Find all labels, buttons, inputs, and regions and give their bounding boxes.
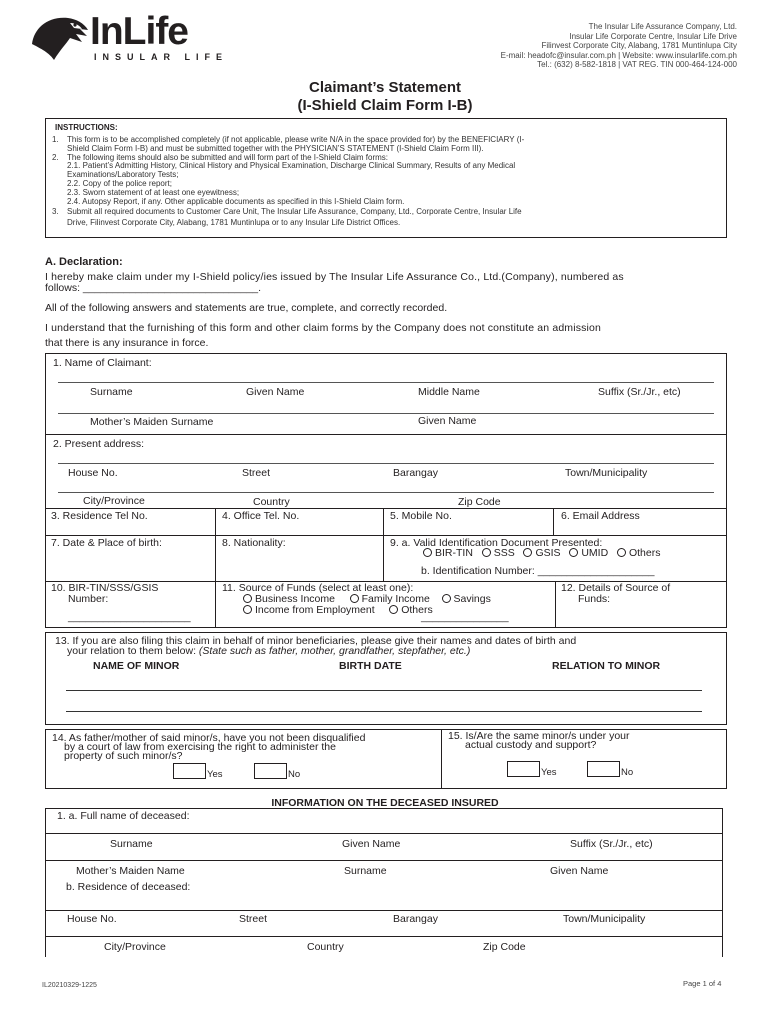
barangay-label: Barangay <box>393 467 438 479</box>
tin-number-field[interactable]: _____________________ <box>68 611 191 623</box>
surname-label: Surname <box>90 386 133 398</box>
instr-2: The following items should also be submitted and will form part of the I-Shield Claim forms: <box>67 152 389 162</box>
zip-label: Zip Code <box>458 496 501 508</box>
maiden-surname-label: Mother’s Maiden Surname <box>90 416 214 428</box>
col-birth-date: BIRTH DATE <box>339 660 402 672</box>
id-bir-tin-radio[interactable]: BIR-TIN <box>423 547 473 559</box>
q14-no-checkbox[interactable] <box>254 763 287 779</box>
instr-2-3: 2.3. Sworn statement of at least one eyewitness; <box>67 187 240 197</box>
q15-line-2: actual custody and support? <box>465 739 597 751</box>
declaration-p1-b: follows: ______________________________. <box>45 282 262 294</box>
minor-entry-line-2[interactable] <box>66 711 702 712</box>
house-no-label: House No. <box>68 467 118 479</box>
company-name: The Insular Life Assurance Company, Ltd. <box>588 22 737 31</box>
instr-3-line-a: Submit all required documents to Customer Care Unit, The Insular Life Assurance, Company, Ltd., Corporate Centre, Insular Life <box>67 207 522 217</box>
deceased-address-line[interactable] <box>45 910 723 911</box>
deceased-section-heading: INFORMATION ON THE DECEASED INSURED <box>271 797 499 809</box>
mobile-label[interactable]: 5. Mobile No. <box>390 510 452 522</box>
deceased-maiden-surname-label: Surname <box>344 865 387 877</box>
deceased-maiden-given-label: Given Name <box>550 865 609 877</box>
declaration-p2: All of the following answers and statements are true, complete, and correctly recorded. <box>45 302 448 314</box>
source-details-sublabel: Funds: <box>578 593 611 605</box>
q15-no-checkbox[interactable] <box>587 761 620 777</box>
id-umid-radio[interactable]: UMID <box>569 547 608 559</box>
street-label: Street <box>242 467 271 479</box>
minors-question-line-1: 13. If you are also filing this claim in behalf of minor beneficiaries, please give their names and dates of birth and <box>55 635 577 647</box>
deceased-surname-label: Surname <box>110 838 153 850</box>
deceased-city-line[interactable] <box>45 936 723 937</box>
company-logo <box>30 12 240 64</box>
q15-no-label: No <box>621 767 634 778</box>
nationality-label[interactable]: 8. Nationality: <box>222 537 286 549</box>
col-relation: RELATION TO MINOR <box>552 660 661 672</box>
present-address-label: 2. Present address: <box>53 438 145 450</box>
instructions-list <box>52 136 722 227</box>
tin-number-sublabel: Number: <box>68 593 109 605</box>
address-line-1: Insular Life Corporate Centre, Insular Life Drive <box>569 31 737 41</box>
id-number-field[interactable]: b. Identification Number: ____________________ <box>421 565 655 577</box>
address-line-2: Filinvest Corporate City, Alabang, 1781 Muntinlupa City <box>541 41 737 51</box>
source-details-label: 12. Details of Source of <box>561 582 671 594</box>
instr-3-line-b: Drive, Filinvest Corporate City, Alabang, 1781 Muntinlupa or to any Insular Life District Offices. <box>67 217 401 227</box>
deceased-maiden-label: Mother’s Maiden Name <box>76 865 185 877</box>
given-name-label: Given Name <box>246 386 305 398</box>
eagle-logo-icon <box>30 14 92 64</box>
others-funds-field[interactable]: _______________ <box>421 611 509 623</box>
q15-line-1: 15. Is/Are the same minor/s under your <box>448 730 630 742</box>
q15-yes-checkbox[interactable] <box>507 761 540 777</box>
instr-2-1-b: Examinations/Laboratory Tests; <box>67 170 179 180</box>
deceased-town-label: Town/Municipality <box>563 913 646 925</box>
id-sss-radio[interactable]: SSS <box>482 547 515 559</box>
page-number: Page 1 of 4 <box>683 979 722 988</box>
logo-text: InLife <box>90 10 188 53</box>
instr-3-num: 3. <box>52 207 59 217</box>
address-line-bottom[interactable] <box>58 492 714 493</box>
deceased-street-label: Street <box>239 913 268 925</box>
instr-2-num: 2. <box>52 152 59 162</box>
middle-name-label: Middle Name <box>418 386 480 398</box>
claimant-name-label: 1. Name of Claimant: <box>53 357 152 369</box>
town-label: Town/Municipality <box>565 467 648 479</box>
maiden-given-label: Given Name <box>418 415 477 427</box>
claimant-name-line[interactable] <box>58 382 714 383</box>
minor-entry-line-1[interactable] <box>66 690 702 691</box>
form-code: IL20210329-1225 <box>42 982 97 989</box>
q14-yes-label: Yes <box>207 769 223 780</box>
tin-number-label: 10. BIR-TIN/SSS/GSIS <box>51 582 159 594</box>
declaration-p1-a: I hereby make claim under my I-Shield policy/ies issued by The Insular Life Assurance Co., Ltd.(Company), numbered as <box>45 271 624 283</box>
source-of-funds-label: 11. Source of Funds (select at least one): <box>222 582 414 594</box>
family-income-radio[interactable]: Family Income <box>350 593 430 605</box>
q15-yes-label: Yes <box>541 767 557 778</box>
funds-options-row2 <box>243 604 433 616</box>
q14-line-2: by a court of law from exercising the right to administer the <box>64 741 336 753</box>
email-label[interactable]: 6. Email Address <box>561 510 640 522</box>
deceased-residence-label: b. Residence of deceased: <box>66 881 191 893</box>
deceased-country-label: Country <box>307 941 344 953</box>
instr-1-line-a: This form is to be accomplished completely (if not applicable, please write N/A in the space provided for) by the BENEFICIARY (I- <box>67 135 525 144</box>
contact-line-1: E-mail: headofc@insular.com.ph | Website: www.insularlife.com.ph <box>500 50 737 60</box>
deceased-full-name-label: 1. a. Full name of deceased: <box>57 810 190 822</box>
deceased-zip-label: Zip Code <box>483 941 526 953</box>
instr-1-num: 1. <box>52 135 59 144</box>
deceased-given-label: Given Name <box>342 838 401 850</box>
deceased-suffix-label: Suffix (Sr./Jr., etc) <box>570 838 653 850</box>
logo-subtext: INSULAR LIFE <box>94 52 228 62</box>
q14-no-label: No <box>288 769 301 780</box>
q14-line-1: 14. As father/mother of said minor/s, have you not been disqualified <box>52 732 366 744</box>
country-label: Country <box>253 496 290 508</box>
business-income-radio[interactable]: Business Income <box>243 593 335 605</box>
contact-line-2: Tel.: (632) 8-582-1818 | VAT REG. TIN 000-464-124-000 <box>537 60 737 70</box>
address-line-top[interactable] <box>58 463 714 464</box>
title-line-1: Claimant’s Statement <box>309 79 461 96</box>
title-line-2: (I-Shield Claim Form I-B) <box>297 97 473 114</box>
deceased-barangay-label: Barangay <box>393 913 438 925</box>
office-tel-label[interactable]: 4. Office Tel. No. <box>222 510 300 522</box>
residence-tel-label[interactable]: 3. Residence Tel No. <box>51 510 148 522</box>
maiden-name-line[interactable] <box>58 413 714 414</box>
deceased-maiden-line[interactable] <box>45 860 723 861</box>
instr-2-1-a: 2.1. Patient’s Admitting History, Clinical History and Physical Examination, Discharge Clinical Summary, Results of any Medical <box>67 161 516 171</box>
deceased-details-box <box>45 833 723 957</box>
declaration-p3-b: that there is any insurance in force. <box>45 337 209 349</box>
valid-id-label: 9. a. Valid Identification Document Presented: <box>390 537 603 549</box>
id-gsis-radio[interactable]: GSIS <box>523 547 560 559</box>
employment-income-radio[interactable]: Income from Employment <box>243 604 375 616</box>
instructions-heading: INSTRUCTIONS: <box>55 123 118 132</box>
city-label: City/Province <box>83 495 145 507</box>
col-name-of-minor: NAME OF MINOR <box>93 660 180 672</box>
others-funds-radio[interactable]: Others <box>389 604 433 616</box>
suffix-label: Suffix (Sr./Jr., etc) <box>598 386 681 398</box>
q14-line-3: property of such minor/s? <box>64 750 183 762</box>
company-address-block <box>501 22 737 70</box>
instr-1-line-b: Shield Claim Form I-B) and must be submitted together with the PHYSICIAN’S STATEMENT (I-Shield Claim Form III). <box>67 143 484 153</box>
savings-radio[interactable]: Savings <box>442 593 491 605</box>
q14-yes-checkbox[interactable] <box>173 763 206 779</box>
date-place-birth-label[interactable]: 7. Date & Place of birth: <box>51 537 162 549</box>
deceased-city-label: City/Province <box>104 941 166 953</box>
minors-question-line-2: your relation to them below: (State such as father, mother, grandfather, stepfather, etc.) <box>67 645 471 657</box>
declaration-heading: A. Declaration: <box>45 256 123 268</box>
declaration-p3-a: I understand that the furnishing of this form and other claim forms by the Company does not constitute an admission <box>45 322 601 334</box>
form-title <box>0 79 770 115</box>
id-others-radio[interactable]: Others <box>617 547 661 559</box>
id-type-options <box>423 547 660 559</box>
deceased-house-label: House No. <box>67 913 117 925</box>
instr-2-4: 2.4. Autopsy Report, if any. Other applicable documents as specified in this I-Shield Claim form. <box>67 196 405 206</box>
instr-2-2: 2.2. Copy of the police report; <box>67 178 172 188</box>
